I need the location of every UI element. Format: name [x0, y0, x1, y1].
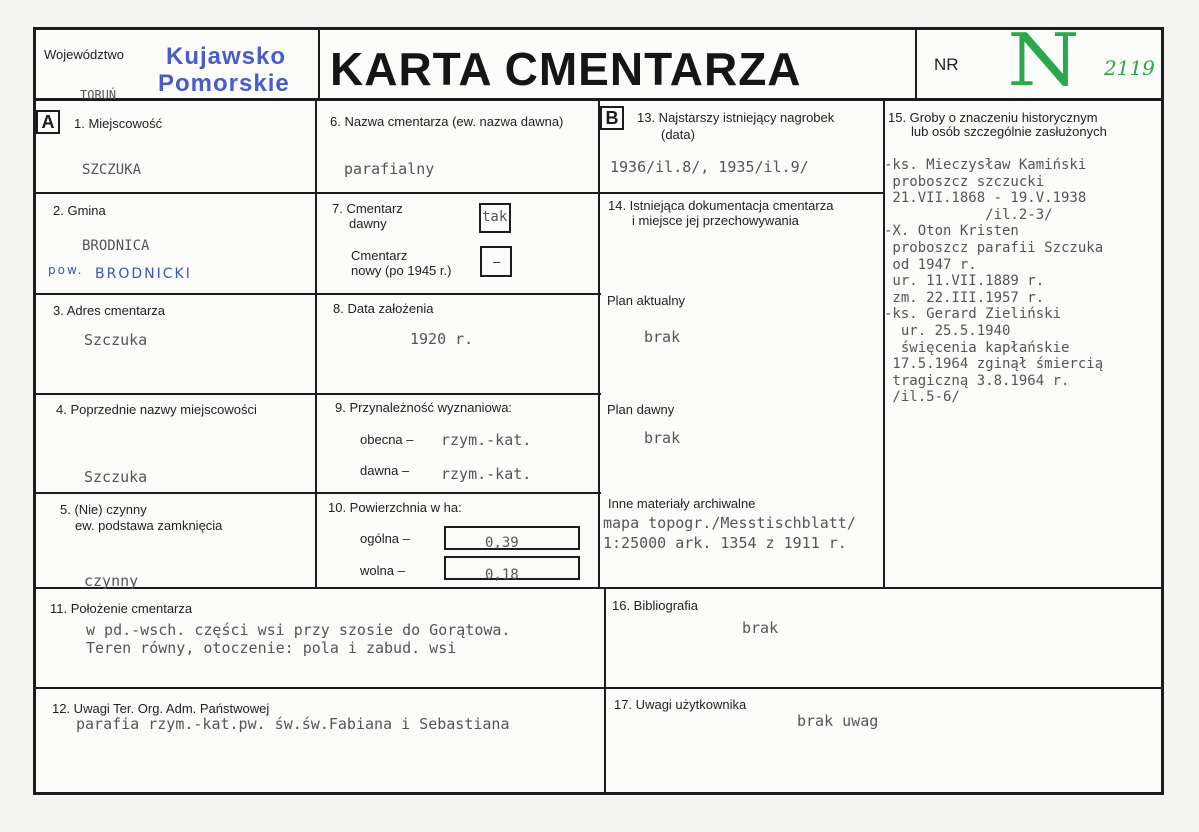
f8-value: 1920 r. — [410, 330, 474, 348]
wojewodztwo-stamp-line1: Kujawsko — [166, 43, 287, 70]
f4-label: 4. Poprzednie nazwy miejscowości — [56, 402, 257, 417]
divider — [315, 99, 317, 589]
f14-plan-aktualny-value: brak — [644, 328, 681, 346]
f6-label: 6. Nazwa cmentarza (ew. nazwa dawna) — [330, 114, 564, 129]
f9-dawna-value: rzym.-kat. — [441, 465, 532, 483]
f15-line: tragiczną 3.8.1964 r. — [884, 372, 1070, 389]
f15-label-1: 15. Groby o znaczeniu historycznym — [888, 110, 1098, 125]
f1-label: 1. Miejscowość — [74, 116, 163, 131]
f15-line: święcenia kapłańskie — [884, 339, 1070, 356]
page-title: KARTA CMENTARZA — [330, 43, 802, 95]
f17-value: brak uwag — [797, 712, 879, 730]
f3-label: 3. Adres cmentarza — [53, 303, 165, 318]
f15-line: -ks. Mieczysław Kamiński — [884, 157, 1087, 173]
divider — [33, 687, 1164, 689]
f6-value: parafialny — [344, 160, 435, 178]
f14-plan-dawny-value: brak — [644, 429, 681, 447]
f15-line: 21.VII.1868 - 19.V.1938 — [884, 190, 1087, 207]
wojewodztwo-label: Województwo — [44, 47, 124, 62]
f8-label: 8. Data założenia — [333, 301, 434, 316]
f15-line: -X. Oton Kristen — [884, 223, 1019, 240]
f12-value: parafia rzym.-kat.pw. św.św.Fabiana i Sebastiana — [76, 715, 510, 733]
f12-label: 12. Uwagi Ter. Org. Adm. Państwowej — [52, 701, 270, 716]
divider — [318, 27, 320, 100]
f14-inne-line-2: 1:25000 ark. 1354 z 1911 r. — [603, 534, 847, 552]
nr-label: NR — [934, 55, 959, 74]
f15-line: proboszcz szczucki — [884, 173, 1045, 190]
f16-label: 16. Bibliografia — [612, 598, 698, 613]
f2-label: 2. Gmina — [53, 203, 106, 218]
f15-line: ur. 11.VII.1889 r. — [884, 273, 1045, 290]
divider — [604, 588, 606, 794]
wojewodztwo-old-value: TORUŃ — [80, 88, 117, 102]
f2-value: BRODNICA — [82, 238, 150, 254]
f15-line: /il.5-6/ — [884, 389, 960, 406]
f7-nowy-label-1: Cmentarz — [351, 248, 408, 263]
f16-value: brak — [742, 619, 779, 637]
f15-line: zm. 22.III.1957 r. — [884, 289, 1045, 306]
nr-value: 2119 — [1104, 56, 1155, 80]
divider — [33, 192, 601, 194]
f7-dawny-label-1: 7. Cmentarz — [332, 201, 403, 216]
f14-label-2: i miejsce jej przechowywania — [632, 213, 799, 228]
f5-value: czynny — [84, 572, 139, 590]
f7-dawny-label-2: dawny — [349, 216, 387, 231]
f10-ogolna-value: 0,39 — [485, 535, 519, 551]
wojewodztwo-stamp-line2: Pomorskie — [158, 70, 290, 97]
f9-label: 9. Przynależność wyznaniowa: — [335, 400, 513, 415]
f9-obecna-label: obecna – — [360, 432, 414, 447]
f15-line: ur. 25.5.1940 — [884, 322, 1011, 339]
f11-line-2: Teren równy, otoczenie: pola i zabud. wsi — [86, 639, 457, 657]
f9-dawna-label: dawna – — [360, 463, 410, 478]
f11-line-1: w pd.-wsch. części wsi przy szosie do Gorątowa. — [86, 621, 511, 639]
f15-grave-list — [884, 157, 1162, 406]
divider — [915, 27, 917, 100]
f2-hand-value: BRODNICKI — [95, 266, 192, 282]
f14-plan-dawny-label: Plan dawny — [607, 402, 675, 417]
section-a-letter: A — [36, 110, 60, 134]
f13-label-2: (data) — [661, 127, 695, 142]
f15-label-2: lub osób szczególnie zasłużonych — [911, 124, 1107, 139]
f3-value: Szczuka — [84, 331, 148, 349]
divider — [33, 587, 1164, 589]
divider — [33, 492, 601, 494]
f14-inne-line-1: mapa topogr./Messtischblatt/ — [603, 514, 856, 532]
f1-value: SZCZUKA — [82, 162, 142, 178]
f4-value: Szczuka — [84, 468, 148, 486]
f5-label-1: 5. (Nie) czynny — [60, 502, 147, 517]
f7-nowy-value: – — [493, 254, 501, 269]
f14-inne-label: Inne materiały archiwalne — [608, 496, 756, 511]
f17-label: 17. Uwagi użytkownika — [614, 697, 747, 712]
f14-label-1: 14. Istniejąca dokumentacja cmentarza — [608, 198, 834, 213]
f10-wolna-label: wolna – — [360, 563, 405, 578]
divider — [33, 293, 601, 295]
f14-plan-aktualny-label: Plan aktualny — [607, 293, 686, 308]
f2-hand-prefix: pow. — [48, 263, 84, 277]
f15-line: od 1947 r. — [884, 256, 977, 273]
f15-line: 17.5.1964 zginął śmiercią — [884, 356, 1104, 373]
section-b-letter: B — [600, 106, 624, 130]
f10-ogolna-label: ogólna – — [360, 531, 410, 546]
f15-line: -ks. Gerard Zieliński — [884, 306, 1062, 323]
f5-label-2: ew. podstawa zamknięcia — [75, 518, 223, 533]
f13-value: 1936/il.8/, 1935/il.9/ — [610, 158, 809, 176]
f15-line: proboszcz parafii Szczuka — [884, 239, 1104, 256]
divider — [598, 99, 600, 589]
nr-letter: N — [1007, 18, 1080, 102]
f7-dawny-value: tak — [482, 209, 508, 225]
f10-label: 10. Powierzchnia w ha: — [328, 500, 462, 515]
f9-obecna-value: rzym.-kat. — [441, 431, 532, 449]
f13-label-1: 13. Najstarszy istniejący nagrobek — [637, 110, 835, 125]
divider — [598, 192, 885, 194]
divider — [33, 393, 601, 395]
f10-wolna-value: 0,18 — [485, 567, 519, 583]
f11-label: 11. Położenie cmentarza — [50, 601, 193, 616]
f7-nowy-label-2: nowy (po 1945 r.) — [351, 263, 452, 278]
f15-line: /il.2-3/ — [884, 206, 1053, 223]
